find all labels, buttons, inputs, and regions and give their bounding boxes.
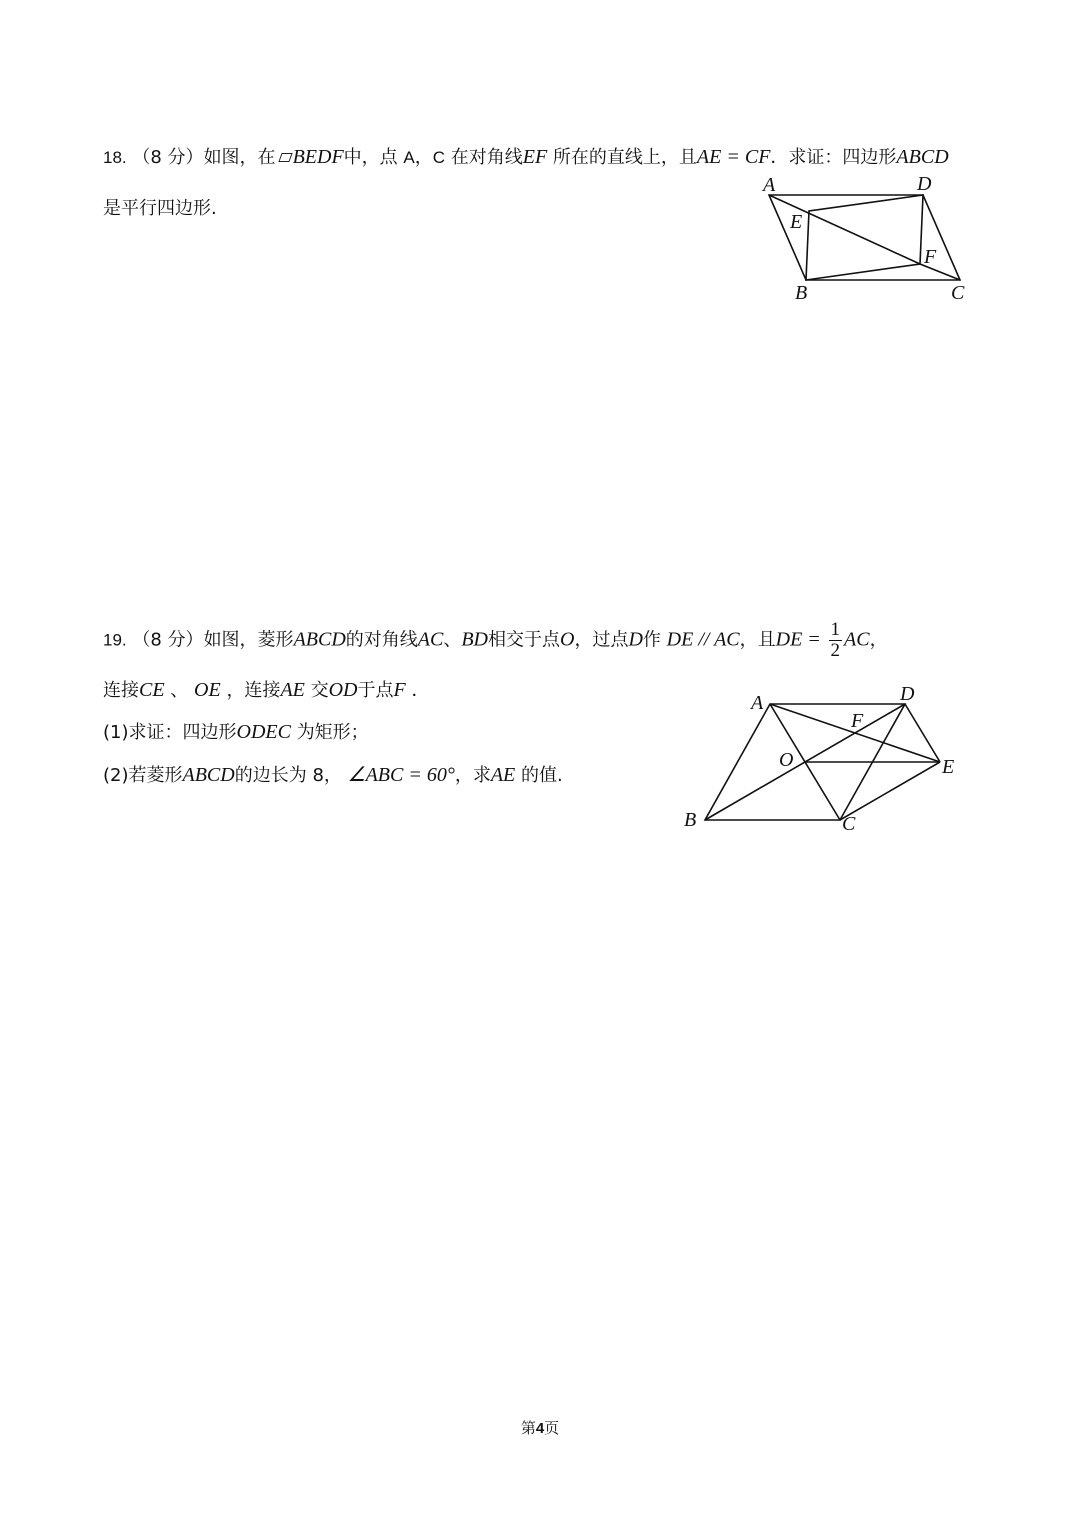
q19-text: 、 (443, 629, 462, 651)
q19-o: O (560, 628, 575, 651)
q19-text: 的值. (521, 765, 563, 786)
q19-ae: AE (280, 679, 305, 701)
q19-label-e: E (942, 756, 955, 778)
q19-label-o: O (779, 749, 794, 771)
q19-text: 连接 (103, 680, 139, 701)
q19-text: 的边长为 8， (234, 765, 342, 786)
q19-label-b: B (684, 809, 697, 831)
q18-label-a: A (763, 174, 776, 196)
q19-score: （8 分） (132, 629, 204, 651)
q19-text: ，连接 (226, 680, 281, 701)
q18-line-1 (103, 147, 949, 167)
q19-parallel: DE // AC (666, 628, 740, 651)
q18-text: ， (414, 147, 433, 168)
q19-number: 19. (103, 630, 127, 650)
q18-text: 所在的直线上，且 (552, 147, 697, 168)
q19-label-d: D (900, 683, 915, 705)
q18-label-c: C (951, 282, 965, 304)
q19-label-c: C (842, 813, 856, 835)
q19-f: F (393, 679, 406, 701)
q19-segment-ce (840, 762, 940, 820)
q19-text: 的对角线 (345, 629, 418, 651)
q19-ac: AC (417, 628, 444, 651)
q19-abcd: ABCD (293, 628, 346, 651)
q19-text: ，过点 (574, 629, 629, 651)
q18-abcd: ABCD (896, 146, 949, 168)
q18-label-d: D (917, 173, 932, 195)
q19-de-eq: DE = (775, 628, 821, 651)
footer-text: 页 (544, 1419, 560, 1437)
q19-label-a: A (751, 692, 764, 714)
q19-text: 、 (170, 680, 189, 701)
q18-text: 在对角线 (450, 147, 523, 168)
q19-line-2 (103, 680, 429, 700)
q18-label-b: B (795, 282, 808, 304)
q19-text: 于点 (357, 680, 394, 701)
q18-number: 18. (103, 148, 127, 167)
q19-d: D (628, 628, 643, 651)
q18-figure (755, 170, 985, 310)
q19-text: ． (411, 680, 430, 701)
q19-text: (2)若菱形 (103, 765, 183, 786)
q19-text: 为矩形； (296, 722, 369, 743)
q19-odec: ODEC (236, 721, 291, 743)
q19-ae: AE (490, 764, 516, 786)
q19-text: 如图，菱形 (203, 629, 294, 651)
q18-point-a: A (403, 148, 415, 167)
page-number: 4 (535, 1420, 545, 1437)
q19-segment-de (905, 704, 940, 762)
q18-line-2 (103, 200, 217, 218)
q18-text: 是平行四边形. (103, 198, 217, 219)
fraction-denominator: 2 (830, 639, 841, 661)
q19-text: ，求 (454, 765, 491, 786)
q19-line-1 (103, 620, 888, 661)
q19-ac: AC (844, 628, 870, 651)
q19-bd: BD (461, 628, 489, 651)
q18-ef: EF (522, 146, 548, 168)
q19-fraction (829, 620, 843, 661)
q18-equation: AE = CF (696, 146, 771, 168)
q19-text: 作 (642, 629, 661, 651)
q18-parallelogram-bedf (806, 195, 923, 280)
q18-bedf: BEDF (292, 146, 344, 168)
q19-text: 交 (310, 680, 329, 701)
q19-ce: CE (139, 679, 165, 701)
q19-oe: OE (194, 679, 221, 701)
q19-angle: ∠ABC = 60° (347, 764, 455, 786)
q19-od: OD (328, 679, 358, 701)
parallelogram-icon (278, 153, 292, 162)
q19-text: ，且 (739, 629, 776, 651)
q19-text: ， (869, 629, 888, 651)
q18-label-e: E (790, 211, 803, 233)
q19-abcd: ABCD (182, 764, 235, 786)
q18-text: 中，点 (343, 147, 398, 168)
q19-figure (675, 676, 975, 846)
fraction-numerator: 1 (830, 619, 841, 640)
q18-text: ．求证：四边形 (770, 147, 897, 168)
q19-text: (1)求证：四边形 (103, 722, 237, 743)
q19-part-2 (103, 765, 563, 785)
q19-text: 相交于点 (488, 629, 561, 651)
q19-part-1 (103, 722, 369, 742)
q18-label-f: F (924, 246, 937, 268)
q18-point-c: C (432, 148, 446, 167)
q18-text: 如图，在 (203, 147, 276, 168)
q18-score: （8 分） (132, 147, 204, 168)
q19-label-f: F (851, 710, 864, 732)
page-footer (0, 1417, 1080, 1438)
footer-text: 第 (520, 1419, 536, 1437)
